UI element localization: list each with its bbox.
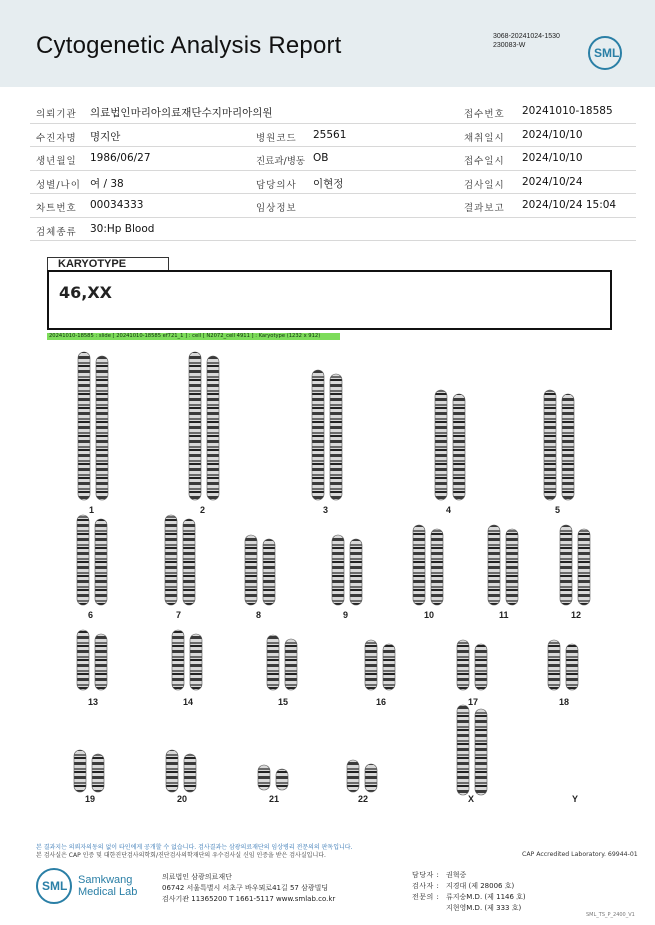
chromosome-13-a — [77, 630, 89, 690]
chromosome-9-a — [332, 535, 344, 605]
chromosome-8-b — [263, 539, 275, 605]
chromosome-10-b — [431, 529, 443, 605]
collect-date-label: 채취일시 — [464, 132, 505, 144]
chromosome-8-a — [245, 535, 257, 605]
exam-date-label: 검사일시 — [464, 179, 505, 191]
chromosome-7-b — [183, 519, 195, 605]
chromosome-X-b — [475, 709, 487, 795]
chromosome-label-17: 17 — [468, 697, 479, 707]
chromosome-21-b — [276, 769, 288, 790]
patient-value: 명지안 — [90, 130, 121, 143]
chromosome-label-Y: Y — [572, 794, 579, 804]
chromosome-label-2: 2 — [200, 505, 206, 515]
chromosome-18-a — [548, 640, 560, 690]
info-row — [30, 124, 636, 148]
chromosome-label-12: 12 — [571, 610, 582, 620]
institution-label: 의뢰기관 — [36, 109, 77, 120]
patient-label: 수진자명 — [36, 132, 77, 144]
chart-no-value: 00034333 — [90, 199, 144, 211]
chromosome-label-X: X — [468, 794, 475, 804]
chromosome-18-b — [566, 644, 578, 690]
chromosome-label-10: 10 — [424, 610, 435, 620]
patient-info-table — [30, 100, 636, 241]
report-title: Cytogenetic Analysis Report — [36, 32, 342, 59]
info-row — [30, 218, 636, 242]
chromosome-label-7: 7 — [176, 610, 182, 620]
doctor2-name: 지현영M.D. (제 333 호) — [446, 904, 522, 912]
karyotype-result-box — [47, 270, 612, 330]
accreditation-notice: 본 검사실은 CAP 인증 및 대한진단검사의학회/진단검사의학재단의 우수검사실 신임 인증을 받은 검사실입니다. — [36, 852, 326, 859]
staff-info: 담당자 : 권혁중 검사자 : 지경대 (제 28006 호) 전문의 : 류지숭M.D. (제 1146 호) 지현영M.D. (제 333 호) — [412, 871, 526, 912]
hospital-code-value: 25561 — [313, 128, 347, 141]
chromosome-16-a — [365, 640, 377, 690]
cap-accreditation: CAP Accredited Laboratory. 69944-01 — [522, 851, 638, 858]
chromosome-label-11: 11 — [499, 610, 509, 620]
footer-address: 의료법인 삼광의료재단 06742 서울특별시 서초구 바우뫼로41길 57 삼광빌딩 검사기관 11365200 T 1661-5117 www.smlab.co.kr — [162, 873, 336, 903]
collect-date-value: 2024/10/10 — [522, 128, 583, 141]
chromosome-1-a — [78, 352, 90, 500]
dept-label: 진료과/병동 — [256, 156, 306, 167]
slide-info-bar: 20241010-18585 : slide [ 20241010-18585 ef721_1 ] : cell [ N2072_cell 4911 ] : Karyotype (1232 x 912) — [47, 333, 340, 340]
footer-brand: Samkwang Medical Lab — [78, 874, 138, 898]
chromosome-10-a — [413, 525, 425, 605]
chromosome-label-20: 20 — [177, 794, 188, 804]
info-row — [30, 171, 636, 195]
chromosome-label-8: 8 — [256, 610, 262, 620]
chromosome-label-6: 6 — [88, 610, 94, 620]
chromosome-2-b — [207, 356, 219, 500]
chromosome-11-a — [488, 525, 500, 605]
chromosome-22-a — [347, 760, 359, 792]
chromosome-3-b — [330, 374, 342, 500]
chromosome-22-b — [365, 764, 377, 792]
chromosome-13-b — [95, 634, 107, 690]
chromosome-label-18: 18 — [559, 697, 570, 707]
chromosome-label-5: 5 — [555, 505, 561, 515]
chromosome-14-a — [172, 630, 184, 690]
chromosome-4-a — [435, 390, 447, 500]
chromosome-19-b — [92, 754, 104, 792]
info-row — [30, 147, 636, 171]
doctor1-name: 류지숭M.D. (제 1146 호) — [446, 893, 526, 901]
chromosome-label-3: 3 — [323, 505, 329, 515]
specimen-label: 검체종류 — [36, 226, 77, 238]
chromosome-15-b — [285, 639, 297, 690]
institution-value: 의료법인마리아의료재단수지마리아의원 — [90, 107, 273, 119]
chromosome-19-a — [74, 750, 86, 792]
sml-logo-text: SML — [594, 46, 620, 60]
receipt-date-value: 2024/10/10 — [522, 152, 583, 164]
chromosome-6-b — [95, 519, 107, 605]
chromosome-label-1: 1 — [89, 505, 95, 515]
chromosome-label-4: 4 — [446, 505, 452, 515]
chromosome-2-a — [189, 352, 201, 500]
manager-name: 권혁중 — [446, 871, 467, 879]
chromosome-shapes — [74, 352, 590, 795]
confidentiality-notice: 본 결과지는 의뢰자의동의 없이 타인에게 공개할 수 없습니다. 검사결과는 삼광의료재단의 임상병리 전문의의 판독입니다. — [36, 844, 353, 851]
dept-value: OB — [313, 152, 329, 164]
doctor-label: 담당의사 — [256, 179, 297, 191]
chromosome-12-b — [578, 529, 590, 605]
chromosome-21-a — [258, 765, 270, 790]
chromosome-label-14: 14 — [183, 697, 194, 707]
sex-age-label: 성별/나이 — [36, 179, 81, 191]
chromosome-20-b — [184, 754, 196, 792]
document-id: 3068-20241024-1530 230083-W — [493, 33, 560, 49]
chromosome-5-a — [544, 390, 556, 500]
chromosome-X-a — [457, 705, 469, 795]
receipt-no-label: 접수번호 — [464, 109, 505, 120]
chromosome-label-22: 22 — [358, 794, 369, 804]
chromosome-label-19: 19 — [85, 794, 96, 804]
chromosome-1-b — [96, 356, 108, 500]
chromosome-16-b — [383, 644, 395, 690]
karyogram-image — [0, 340, 655, 820]
exam-date-value: 2024/10/24 — [522, 175, 583, 188]
chromosome-label-9: 9 — [343, 610, 349, 620]
chromosome-5-b — [562, 394, 574, 500]
sex-age-value: 여 / 38 — [90, 177, 124, 190]
footer-logo-text: SML — [42, 879, 68, 893]
chromosome-label-15: 15 — [278, 697, 289, 707]
clinical-label: 임상정보 — [256, 203, 297, 214]
report-header — [0, 0, 655, 87]
chromosome-15-a — [267, 635, 279, 690]
chromosome-4-b — [453, 394, 465, 500]
form-code: SML_TS_P_2400_V1 — [586, 912, 635, 918]
chart-no-label: 차트번호 — [36, 203, 77, 214]
result-report-value: 2024/10/24 15:04 — [522, 199, 617, 211]
chromosome-17-a — [457, 640, 469, 690]
chromosome-7-a — [165, 515, 177, 605]
chromosome-9-b — [350, 539, 362, 605]
karyotype-result: 46,XX — [59, 283, 113, 302]
chromosome-17-b — [475, 644, 487, 690]
chromosome-20-a — [166, 750, 178, 792]
receipt-date-label: 접수일시 — [464, 156, 505, 167]
hospital-code-label: 병원코드 — [256, 132, 297, 144]
karyotype-tab: KARYOTYPE — [47, 257, 169, 270]
info-row — [30, 100, 636, 124]
chromosome-14-b — [190, 634, 202, 690]
specimen-value: 30:Hp Blood — [90, 222, 155, 235]
chromosome-6-a — [77, 515, 89, 605]
chromosome-3-a — [312, 370, 324, 500]
chromosome-label-21: 21 — [269, 794, 280, 804]
chromosome-label-16: 16 — [376, 697, 387, 707]
result-report-label: 결과보고 — [464, 203, 505, 214]
tester-name: 지경대 (제 28006 호) — [446, 882, 515, 890]
chromosome-label-13: 13 — [88, 697, 99, 707]
info-row — [30, 194, 636, 218]
birth-label: 생년월일 — [36, 156, 77, 167]
receipt-no-value: 20241010-18585 — [522, 105, 613, 117]
birth-value: 1986/06/27 — [90, 152, 151, 164]
chromosome-11-b — [506, 529, 518, 605]
doctor-value: 이현정 — [313, 177, 344, 190]
chromosome-12-a — [560, 525, 572, 605]
